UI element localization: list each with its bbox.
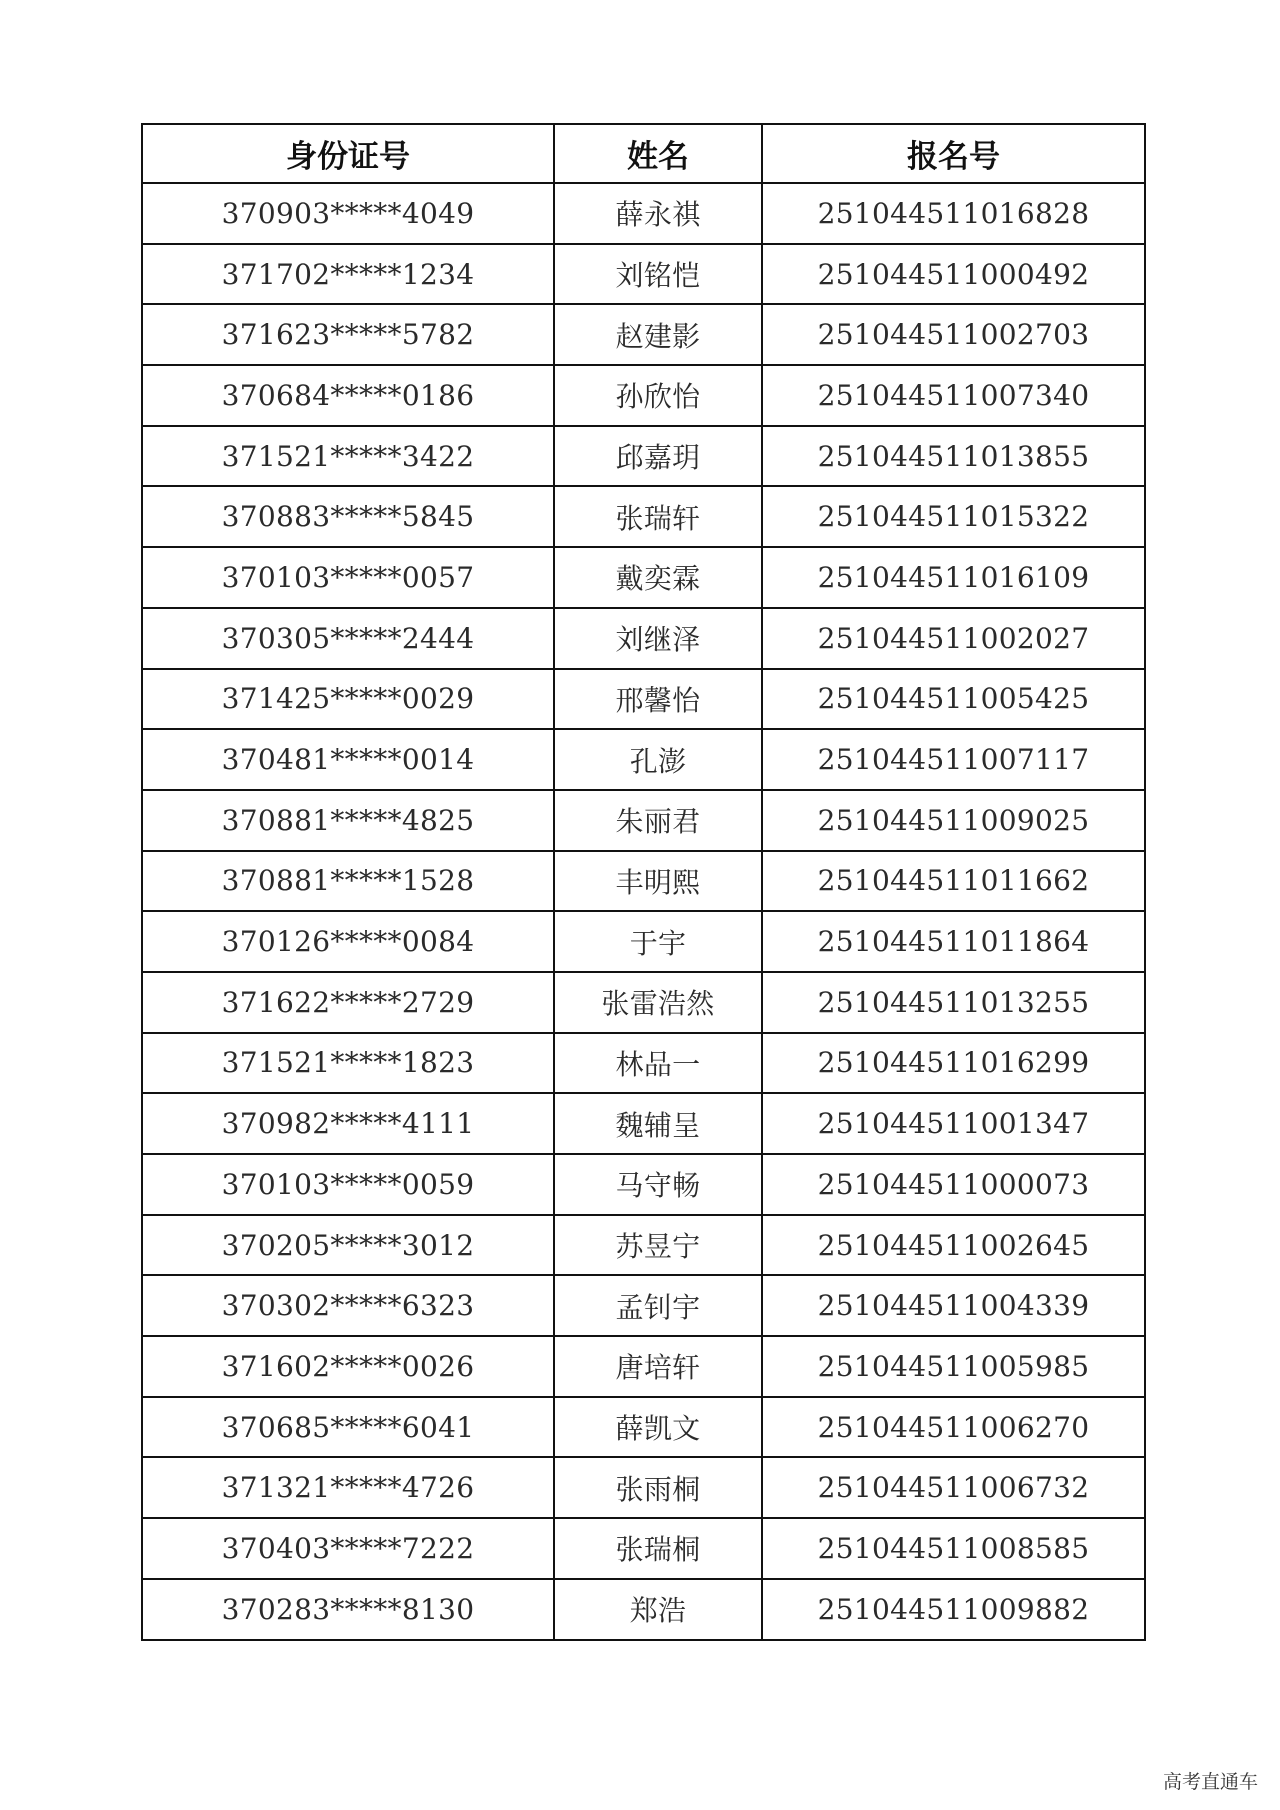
table-row (142, 1457, 1145, 1518)
cell-name: 张雷浩然 (554, 972, 762, 1033)
table-row (142, 547, 1145, 608)
cell-name: 刘铭恺 (554, 244, 762, 305)
table-row (142, 486, 1145, 547)
cell-registration-number: 251044511009025 (762, 790, 1145, 851)
cell-registration-number: 251044511002703 (762, 304, 1145, 365)
roster-table (141, 123, 1146, 1641)
header-name: 姓名 (554, 124, 762, 183)
cell-name: 孟钊宇 (554, 1275, 762, 1336)
cell-id-number: 370481*****0014 (142, 729, 554, 790)
table-header-row (142, 124, 1145, 183)
cell-name: 郑浩 (554, 1579, 762, 1640)
cell-registration-number: 251044511013255 (762, 972, 1145, 1033)
table-row (142, 669, 1145, 730)
table-row (142, 851, 1145, 912)
table-row (142, 1154, 1145, 1215)
cell-registration-number: 251044511000492 (762, 244, 1145, 305)
table-row (142, 244, 1145, 305)
cell-id-number: 370103*****0059 (142, 1154, 554, 1215)
cell-registration-number: 251044511002645 (762, 1215, 1145, 1276)
table-row (142, 608, 1145, 669)
cell-name: 薛永祺 (554, 183, 762, 244)
cell-registration-number: 251044511016299 (762, 1033, 1145, 1094)
cell-registration-number: 251044511002027 (762, 608, 1145, 669)
table-row (142, 1215, 1145, 1276)
cell-registration-number: 251044511006732 (762, 1457, 1145, 1518)
cell-id-number: 370685*****6041 (142, 1397, 554, 1458)
cell-registration-number: 251044511013855 (762, 426, 1145, 487)
cell-registration-number: 251044511007340 (762, 365, 1145, 426)
cell-id-number: 370302*****6323 (142, 1275, 554, 1336)
table-row (142, 1397, 1145, 1458)
table-row (142, 729, 1145, 790)
table-row (142, 365, 1145, 426)
table-row (142, 183, 1145, 244)
cell-registration-number: 251044511005985 (762, 1336, 1145, 1397)
cell-name: 邱嘉玥 (554, 426, 762, 487)
cell-id-number: 370881*****4825 (142, 790, 554, 851)
cell-name: 张雨桐 (554, 1457, 762, 1518)
cell-id-number: 370684*****0186 (142, 365, 554, 426)
cell-id-number: 371623*****5782 (142, 304, 554, 365)
cell-name: 魏辅呈 (554, 1093, 762, 1154)
cell-id-number: 370903*****4049 (142, 183, 554, 244)
cell-id-number: 371321*****4726 (142, 1457, 554, 1518)
cell-name: 苏昱宁 (554, 1215, 762, 1276)
cell-name: 张瑞桐 (554, 1518, 762, 1579)
header-id-number: 身份证号 (142, 124, 554, 183)
table-row (142, 972, 1145, 1033)
cell-id-number: 371521*****3422 (142, 426, 554, 487)
cell-id-number: 370205*****3012 (142, 1215, 554, 1276)
table-row (142, 304, 1145, 365)
cell-id-number: 371622*****2729 (142, 972, 554, 1033)
table-row (142, 790, 1145, 851)
cell-id-number: 370305*****2444 (142, 608, 554, 669)
cell-id-number: 370103*****0057 (142, 547, 554, 608)
cell-id-number: 371602*****0026 (142, 1336, 554, 1397)
table-row (142, 1336, 1145, 1397)
cell-registration-number: 251044511009882 (762, 1579, 1145, 1640)
table-row (142, 426, 1145, 487)
header-registration-number: 报名号 (762, 124, 1145, 183)
cell-registration-number: 251044511008585 (762, 1518, 1145, 1579)
table-row (142, 1033, 1145, 1094)
cell-registration-number: 251044511015322 (762, 486, 1145, 547)
cell-name: 张瑞轩 (554, 486, 762, 547)
cell-registration-number: 251044511000073 (762, 1154, 1145, 1215)
cell-id-number: 370883*****5845 (142, 486, 554, 547)
cell-name: 于宇 (554, 911, 762, 972)
cell-name: 刘继泽 (554, 608, 762, 669)
cell-id-number: 371425*****0029 (142, 669, 554, 730)
cell-id-number: 370881*****1528 (142, 851, 554, 912)
cell-name: 孙欣怡 (554, 365, 762, 426)
table-row (142, 1579, 1145, 1640)
cell-name: 林品一 (554, 1033, 762, 1094)
cell-id-number: 370283*****8130 (142, 1579, 554, 1640)
cell-registration-number: 251044511005425 (762, 669, 1145, 730)
cell-name: 戴奕霖 (554, 547, 762, 608)
cell-registration-number: 251044511011864 (762, 911, 1145, 972)
cell-name: 邢馨怡 (554, 669, 762, 730)
cell-name: 孔澎 (554, 729, 762, 790)
table-row (142, 1275, 1145, 1336)
cell-registration-number: 251044511004339 (762, 1275, 1145, 1336)
cell-registration-number: 251044511016109 (762, 547, 1145, 608)
cell-id-number: 370126*****0084 (142, 911, 554, 972)
cell-registration-number: 251044511011662 (762, 851, 1145, 912)
cell-name: 朱丽君 (554, 790, 762, 851)
cell-name: 薛凯文 (554, 1397, 762, 1458)
cell-registration-number: 251044511007117 (762, 729, 1145, 790)
cell-registration-number: 251044511001347 (762, 1093, 1145, 1154)
footer-watermark: 高考直通车 (1162, 1771, 1258, 1793)
cell-id-number: 370982*****4111 (142, 1093, 554, 1154)
cell-name: 丰明熙 (554, 851, 762, 912)
table-row (142, 911, 1145, 972)
cell-id-number: 371521*****1823 (142, 1033, 554, 1094)
table-row (142, 1093, 1145, 1154)
cell-id-number: 371702*****1234 (142, 244, 554, 305)
cell-registration-number: 251044511016828 (762, 183, 1145, 244)
cell-name: 赵建影 (554, 304, 762, 365)
table-body (142, 183, 1145, 1640)
cell-name: 唐培轩 (554, 1336, 762, 1397)
cell-id-number: 370403*****7222 (142, 1518, 554, 1579)
cell-name: 马守畅 (554, 1154, 762, 1215)
cell-registration-number: 251044511006270 (762, 1397, 1145, 1458)
table-row (142, 1518, 1145, 1579)
